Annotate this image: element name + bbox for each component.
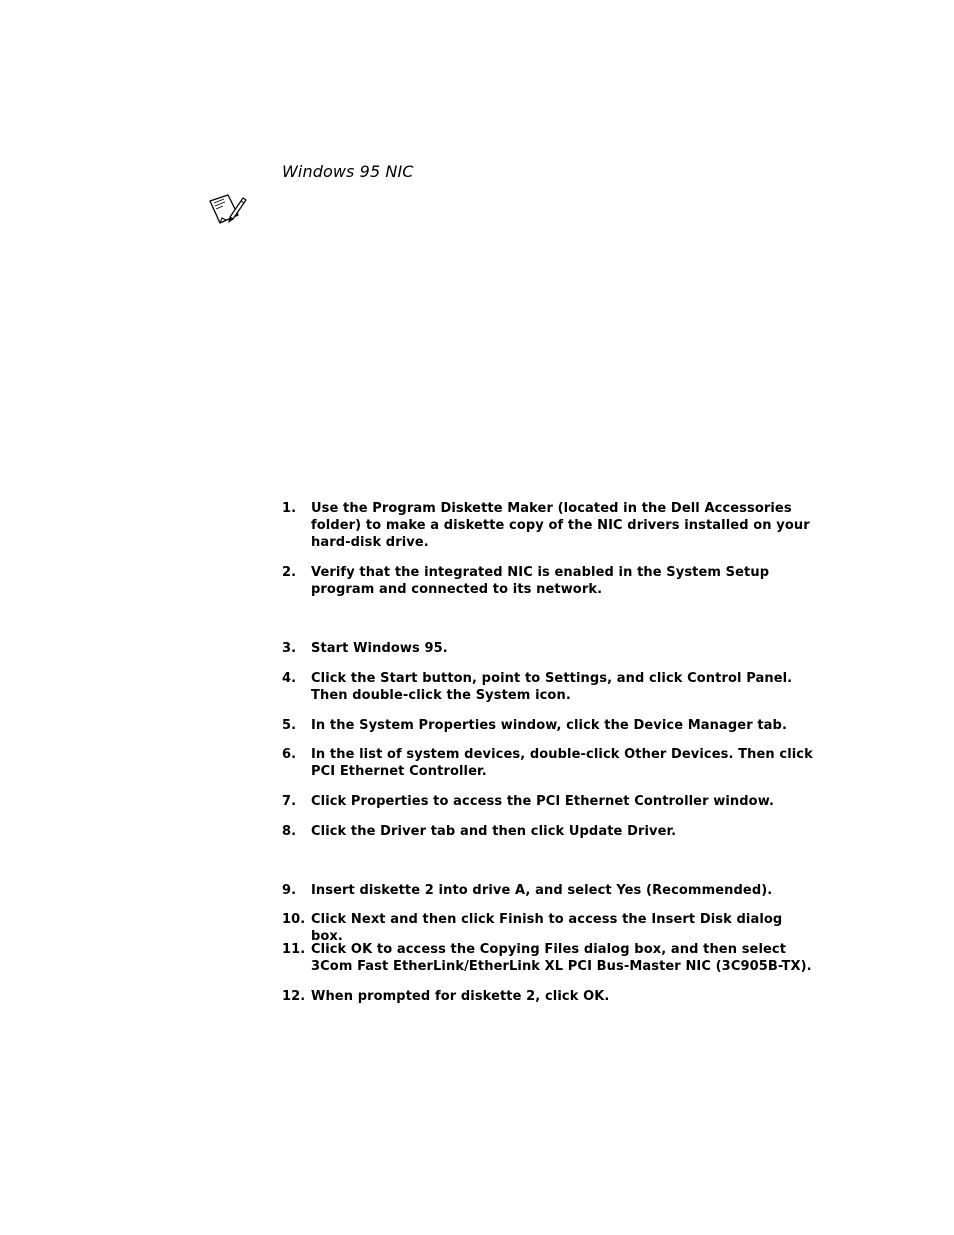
list-item [282, 670, 822, 704]
step-number: 12. [282, 989, 306, 1004]
list-item [282, 717, 822, 734]
step-text: In the list of system devices, double-click Other Devices. Then click PCI Ethernet Controller. [311, 747, 813, 779]
step-text: Click OK to access the Copying Files dialog box, and then select 3Com Fast EtherLink/EtherLink XL PCI Bus-Master NIC (3C905B-TX). [311, 942, 812, 974]
step-number: 10. [282, 912, 306, 927]
step-number: 8. [282, 824, 297, 839]
list-item [282, 882, 822, 899]
list-item [282, 793, 822, 810]
step-text: Click Properties to access the PCI Ethernet Controller window. [311, 794, 775, 809]
list-item [282, 911, 822, 945]
step-text: Use the Program Diskette Maker (located in the Dell Accessories folder) to make a diskette copy of the NIC drivers installed on your hard-disk drive. [311, 501, 810, 550]
step-number: 7. [282, 794, 297, 809]
step-number: 11. [282, 942, 306, 957]
section-title: Windows 95 NIC [282, 162, 414, 181]
list-item [282, 564, 822, 598]
step-number: 4. [282, 671, 297, 686]
note-pencil-icon [208, 193, 248, 227]
list-item [282, 746, 822, 780]
step-text: When prompted for diskette 2, click OK. [311, 989, 610, 1004]
step-text: Click the Driver tab and then click Update Driver. [311, 824, 677, 839]
list-item [282, 941, 822, 975]
list-item [282, 988, 822, 1005]
step-text: Click the Start button, point to Settings, and click Control Panel. Then double-click the System icon. [311, 671, 793, 703]
step-text: Insert diskette 2 into drive A, and select Yes (Recommended). [311, 883, 773, 898]
step-text: Click Next and then click Finish to access the Insert Disk dialog box. [311, 912, 783, 944]
step-number: 5. [282, 718, 297, 733]
step-number: 9. [282, 883, 297, 898]
step-number: 3. [282, 641, 297, 656]
step-text: Start Windows 95. [311, 641, 448, 656]
step-text: Verify that the integrated NIC is enabled in the System Setup program and connected to its network. [311, 565, 770, 597]
list-item [282, 500, 822, 551]
step-number: 2. [282, 565, 297, 580]
step-number: 1. [282, 501, 297, 516]
step-text: In the System Properties window, click the Device Manager tab. [311, 718, 787, 733]
list-item [282, 823, 822, 840]
list-item [282, 640, 822, 657]
step-number: 6. [282, 747, 297, 762]
